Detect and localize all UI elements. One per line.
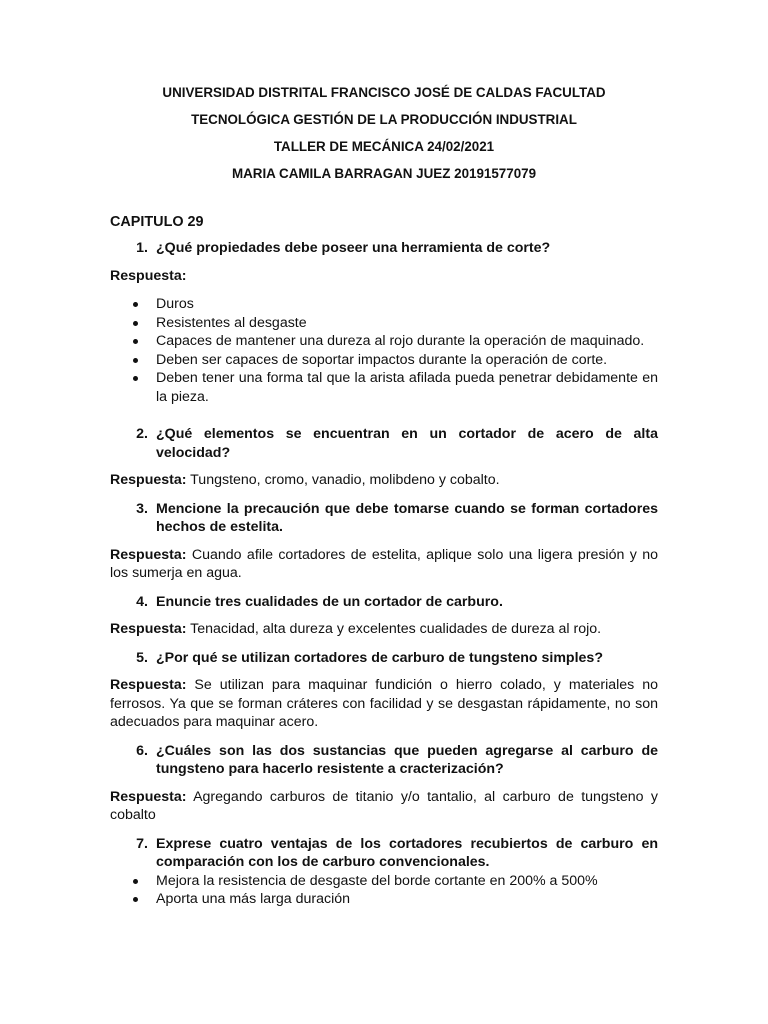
answer-label: Respuesta: [110,267,187,284]
bullet-icon [110,890,156,909]
question-4 [110,593,658,612]
bullet-icon [110,332,156,351]
header-faculty: TECNOLÓGICA GESTIÓN DE LA PRODUCCIÓN INDUSTRIAL [191,112,577,127]
question-number: 3. [136,500,148,517]
question-number: 1. [136,240,148,256]
question-text: ¿Cuáles son las dos sustancias que pueden agregarse al carburo de tungsteno para hacerlo resistente a cracterización? [156,742,658,777]
question-text: ¿Qué propiedades debe poseer una herramienta de corte? [156,240,551,256]
question-5 [110,649,658,668]
answer-4 [110,620,658,639]
bullet-icon [110,351,156,370]
answer-text: Tenacidad, alta dureza y excelentes cualidades de dureza al rojo. [186,621,602,637]
answer-6 [110,788,658,825]
question-6 [110,742,658,779]
question-number: 6. [136,742,148,759]
question-2 [110,425,658,462]
bullet-icon [110,369,156,406]
document-header [110,84,658,184]
question-text: Exprese cuatro ventajas de los cortadores recubiertos de carburo en comparación con los de carburo convencionales. [156,835,658,870]
bullet-icon [110,872,156,891]
answer-text: Agregando carburos de titanio y/o tantalio, al carburo de tungsteno y cobalto [110,788,658,823]
answer-3 [110,546,658,583]
question-number: 7. [136,835,148,852]
answer-text: Se utilizan para maquinar fundición o hierro colado, y materiales no ferrosos. Ya que se forman cráteres con facilidad y se desgastan rápidamente, no son adecuados para maquinar acero. [110,677,658,730]
question-text: ¿Qué elementos se encuentran en un cortador de acero de alta velocidad? [156,426,658,461]
header-student: MARIA CAMILA BARRAGAN JUEZ 20191577079 [231,166,537,181]
list-item: Mejora la resistencia de desgaste del borde cortante en 200% a 500% [110,872,658,891]
answer-1-list [110,295,658,406]
question-text: ¿Por qué se utilizan cortadores de carburo de tungsteno simples? [156,649,603,666]
chapter-title: CAPITULO 29 [110,213,204,230]
answer-7-list [110,872,658,909]
question-1 [110,239,658,258]
bullet-icon [110,314,156,333]
question-number: 5. [136,649,148,666]
answer-2 [110,471,658,490]
answer-label: Respuesta: [110,546,187,563]
question-number: 4. [136,593,148,610]
bullet-icon [110,295,156,314]
answer-label: Respuesta: [110,788,187,805]
answer-label: Respuesta: [110,677,187,693]
question-number: 2. [136,426,148,442]
answer-label: Respuesta: [110,472,187,488]
list-item: Deben tener una forma tal que la arista afilada pueda penetrar debidamente en la pieza. [110,369,658,406]
answer-text: Cuando afile cortadores de estelita, aplique solo una ligera presión y no los sumerja en agua. [110,546,658,581]
list-item: Resistentes al desgaste [110,314,658,333]
answer-label: Respuesta: [110,621,187,637]
question-text: Mencione la precaución que debe tomarse cuando se forman cortadores hechos de estelita. [156,500,658,535]
header-workshop: TALLER DE MECÁNICA 24/02/2021 [273,139,495,154]
list-item: Duros [110,295,658,314]
list-item: Aporta una más larga duración [110,890,658,909]
answer-5 [110,676,658,732]
list-item: Deben ser capaces de soportar impactos durante la operación de corte. [110,351,658,370]
question-text: Enuncie tres cualidades de un cortador de carburo. [156,593,503,610]
header-university: UNIVERSIDAD DISTRITAL FRANCISCO JOSÉ DE CALDAS FACULTAD [162,85,606,100]
question-3 [110,500,658,537]
list-item: Capaces de mantener una dureza al rojo durante la operación de maquinado. [110,332,658,351]
answer-text: Tungsteno, cromo, vanadio, molibdeno y cobalto. [186,472,500,488]
question-7 [110,835,658,872]
